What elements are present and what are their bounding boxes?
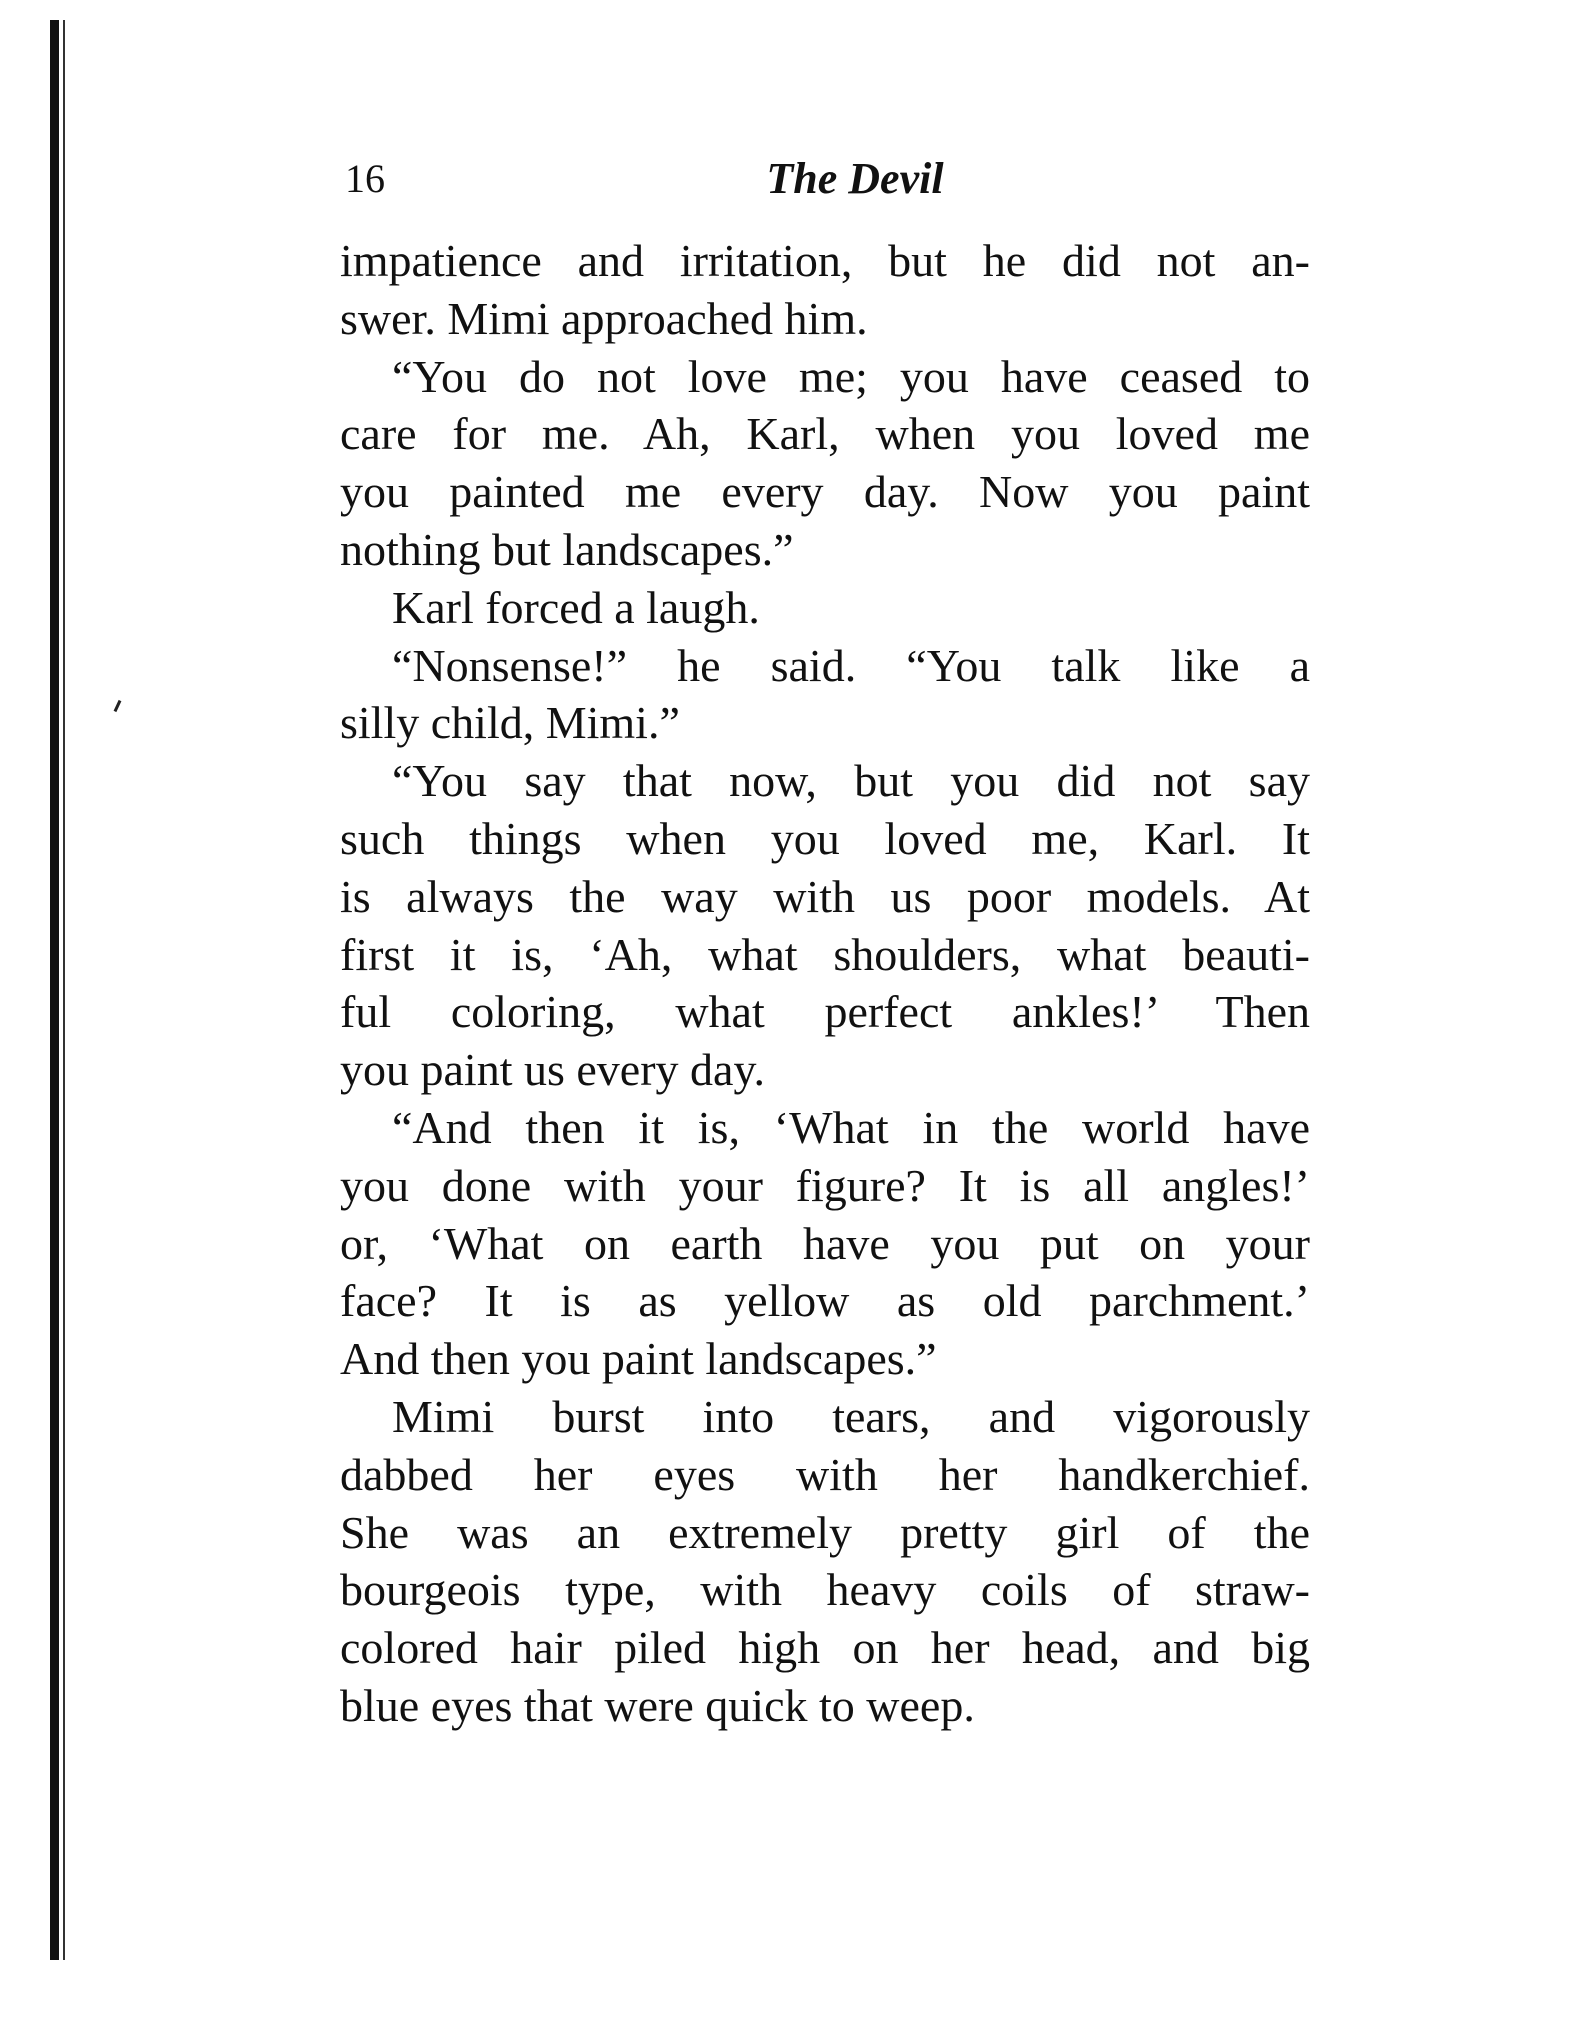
text-line: ful coloring, what perfect ankles!’ Then	[340, 986, 1310, 1038]
text-line: you done with your figure? It is all angles!’	[340, 1159, 1310, 1211]
text-line: swer. Mimi approached him.	[340, 292, 868, 344]
running-head	[345, 148, 1305, 210]
text-line: She was an extremely pretty girl of the	[340, 1506, 1310, 1558]
text-line: bourgeois type, with heavy coils of straw-	[340, 1564, 1310, 1616]
text-line: “And then it is, ‘What in the world have	[392, 1101, 1310, 1153]
binding-edge	[50, 20, 66, 1960]
body-text	[340, 232, 1310, 1735]
text-line: is always the way with us poor models. At	[340, 870, 1310, 922]
text-line: dabbed her eyes with her handkerchief.	[340, 1448, 1310, 1500]
text-line: nothing but landscapes.”	[340, 523, 794, 575]
text-line: silly child, Mimi.”	[340, 697, 680, 749]
text-line: Mimi burst into tears, and vigorously	[392, 1390, 1310, 1442]
text-line: you painted me every day. Now you paint	[340, 466, 1310, 518]
text-line: or, ‘What on earth have you put on your	[340, 1217, 1310, 1269]
text-line: “You do not love me; you have ceased to	[392, 350, 1310, 402]
text-line: And then you paint landscapes.”	[340, 1333, 937, 1385]
text-line: first it is, ‘Ah, what shoulders, what beauti-	[340, 928, 1310, 980]
text-line: impatience and irritation, but he did not an-	[340, 235, 1310, 286]
text-line: “Nonsense!” he said. “You talk like a	[392, 639, 1310, 691]
text-line: care for me. Ah, Karl, when you loved me	[340, 408, 1310, 460]
page-number: 16	[345, 156, 385, 201]
text-line: face? It is as yellow as old parchment.’	[340, 1275, 1310, 1327]
text-line: “You say that now, but you did not say	[392, 755, 1310, 807]
text-line: such things when you loved me, Karl. It	[340, 812, 1310, 864]
text-line: you paint us every day.	[340, 1044, 765, 1096]
running-title: The Devil	[766, 154, 944, 203]
stray-ink-mark	[114, 700, 122, 712]
text-line: colored hair piled high on her head, and big	[340, 1622, 1310, 1674]
text-line: blue eyes that were quick to weep.	[340, 1679, 975, 1731]
text-line: Karl forced a laugh.	[392, 581, 760, 633]
